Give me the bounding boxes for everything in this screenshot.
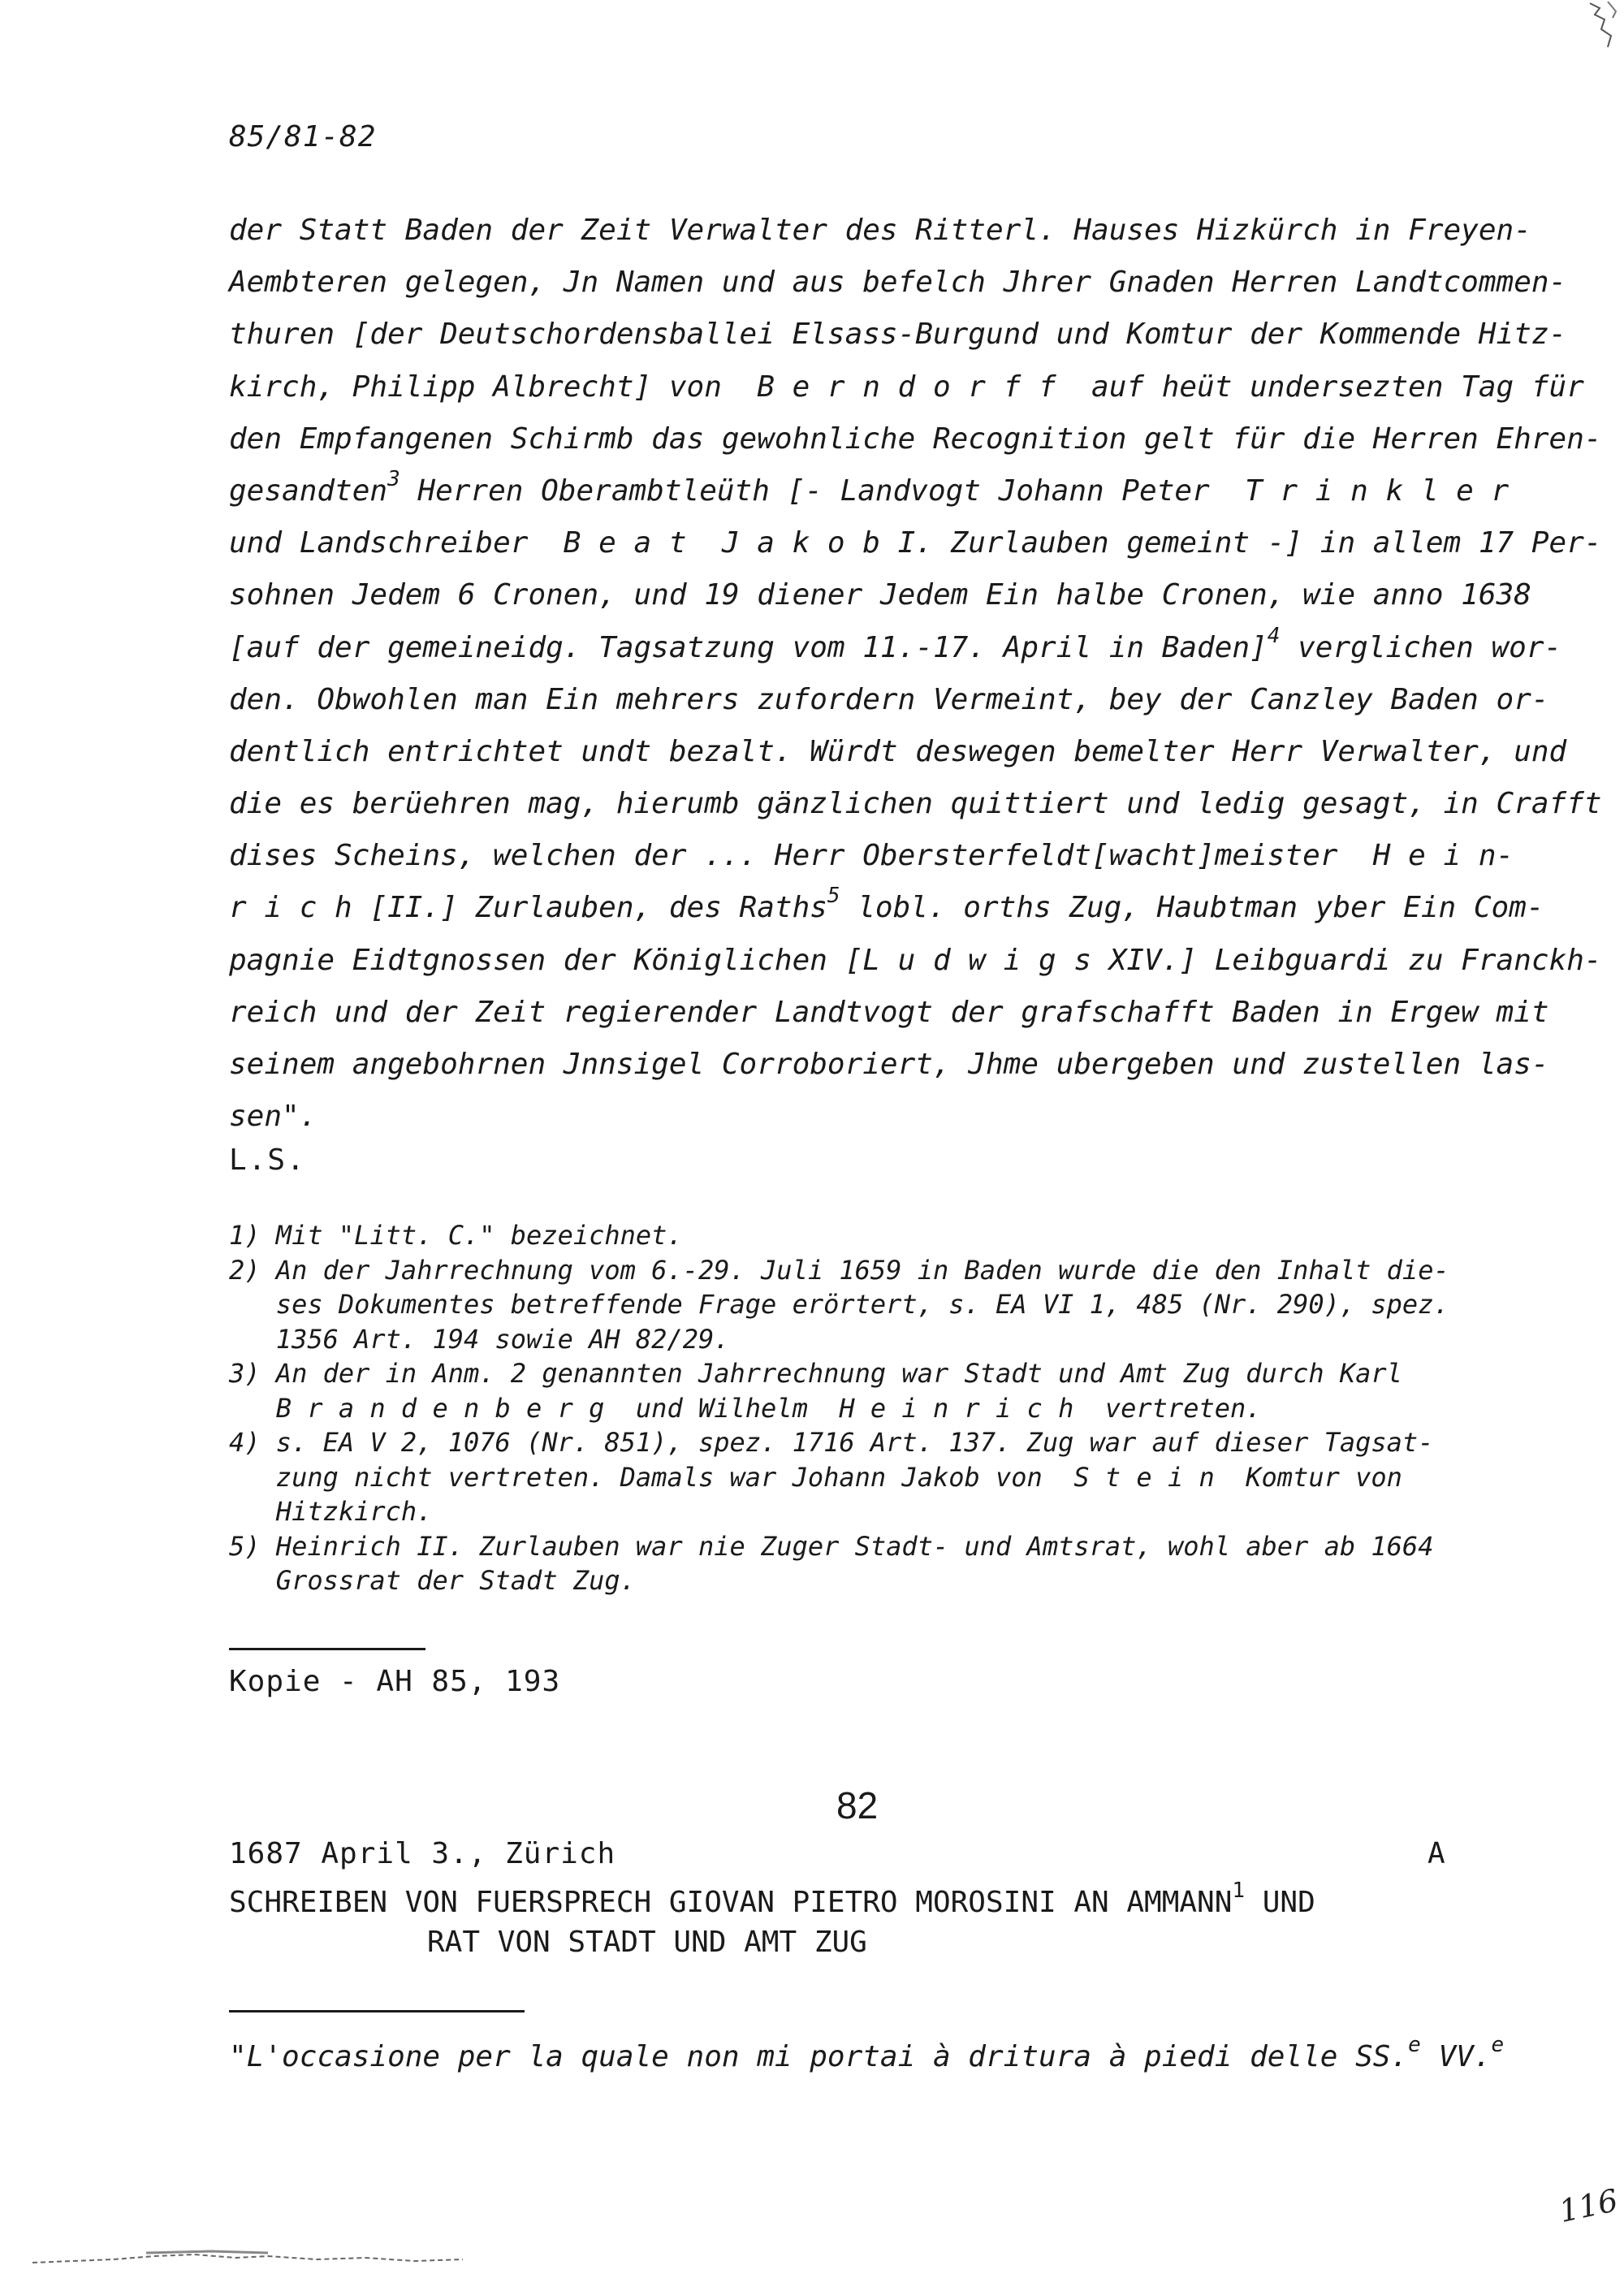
body-line: seinem angebohrnen Jnnsigel Corroboriert, Jhme ubergeben und zustellen las- (229, 1048, 1549, 1081)
superscript: e (1408, 2033, 1421, 2057)
document-type-marker: A (1427, 1837, 1445, 1870)
scan-artifact-top (1583, 0, 1624, 57)
footnote-line: 4) s. EA V 2, 1076 (Nr. 851), spez. 1716 Art. 137. Zug war auf dieser Tagsat- (229, 1427, 1434, 1458)
footnote-line: ses Dokumentes betreffende Frage erörtert, s. EA VI 1, 485 (Nr. 290), spez. (229, 1289, 1449, 1320)
document-number: 82 (836, 1784, 879, 1827)
footnote-line: 3) An der in Anm. 2 genannten Jahrrechnung war Stadt und Amt Zug durch Karl (229, 1358, 1402, 1389)
footnote-line: 1356 Art. 194 sowie AH 82/29. (229, 1323, 730, 1355)
body-line: den. Obwohlen man Ein mehrers zufordern Vermeint, bey der Canzley Baden or- (229, 682, 1549, 716)
footnote-reference: 3 (387, 466, 400, 491)
section-divider (229, 1648, 425, 1650)
footnote-reference: 5 (827, 884, 840, 909)
footnote-line: 2) An der Jahrrechnung vom 6.-29. Juli 1659 in Baden wurde die den Inhalt die- (229, 1254, 1449, 1286)
body-line: r i c h [II.] Zurlauben, des Raths$^5$ lobl. orths Zug, Haubtman yber Ein Com- (229, 884, 1544, 925)
document-date-place: 1687 April 3., Zürich (229, 1837, 616, 1870)
body-line: reich und der Zeit regierender Landtvogt der grafschafft Baden in Ergew mit (229, 995, 1549, 1029)
page-reference: 85/81-82 (229, 120, 377, 153)
footnote-line: zung nicht vertreten. Damals war Johann Jakob von S t e i n Komtur von (229, 1461, 1402, 1493)
body-line: den Empfangenen Schirmb das gewohnliche Recognition gelt für die Herren Ehren- (229, 422, 1602, 456)
body-line: und Landschreiber B e a t J a k o b I. Zurlauben gemeint -] in allem 17 Per- (229, 526, 1602, 560)
document-title-line-2: RAT VON STADT UND AMT ZUG (427, 1926, 867, 1959)
footnote-line: B r a n d e n b e r g und Wilhelm H e i n r i c h vertreten. (229, 1392, 1262, 1424)
seal-note: L.S. (229, 1143, 306, 1177)
body-line: dises Scheins, welchen der ... Herr Obersterfeldt[wacht]meister H e i n- (229, 839, 1514, 873)
body-line: gesandten$^3$ Herren Oberambtleüth [- Landvogt Johann Peter T r i n k l e r (229, 466, 1510, 508)
footnote-line: Grossrat der Stadt Zug. (229, 1565, 636, 1596)
footnote-line: 5) Heinrich II. Zurlauben war nie Zuger Stadt- und Amtsrat, wohl aber ab 1664 (229, 1530, 1434, 1562)
superscript: e (1491, 2033, 1505, 2057)
scan-artifact-bottom (24, 2245, 479, 2269)
body-line: der Statt Baden der Zeit Verwalter des Ritterl. Hauses Hizkürch in Freyen- (229, 214, 1531, 247)
document-body-text (229, 205, 1602, 1143)
body-line: Aembteren gelegen, Jn Namen und aus befelch Jhrer Gnaden Herren Landtcommen- (229, 266, 1567, 300)
footnote-reference: 4 (1267, 623, 1281, 648)
footnote-line: Hitzkirch. (229, 1496, 433, 1527)
body-line: pagnie Eidtgnossen der Königlichen [L u d w i g s XIV.] Leibguardi zu Franckh- (229, 943, 1602, 977)
body-line: [auf der gemeineidg. Tagsatzung vom 11.-17. April in Baden]$^4$ verglichen wor- (229, 623, 1562, 664)
body-line: kirch, Philipp Albrecht] von B e r n d o r f f auf heüt undersezten Tag für (229, 370, 1584, 404)
handwritten-page-number: 116 (1556, 2181, 1622, 2230)
source-citation: Kopie - AH 85, 193 (229, 1665, 561, 1698)
footnote-line: 1) Mit "Litt. C." bezeichnet. (229, 1220, 683, 1251)
body-line: die es berüehren mag, hierumb gänzlichen quittiert und ledig gesagt, in Crafft (229, 787, 1602, 821)
footnote-reference: 1 (1232, 1878, 1246, 1903)
body-line: dentlich entrichtet undt bezalt. Würdt deswegen bemelter Herr Verwalter, und (229, 734, 1567, 768)
quoted-text: "L'occasione per la quale non mi portai à dritura à piedi delle SS.$^e$ VV.$^e$ (229, 2033, 1505, 2073)
body-line: thuren [der Deutschordensballei Elsass-Burgund und Komtur der Kommende Hitz- (229, 318, 1567, 352)
document-title: SCHREIBEN VON FUERSPRECH GIOVAN PIETRO MOROSINI AN AMMANN$^1$ UND RAT VON STADT UND AMT ZUG (229, 1878, 1315, 1959)
body-line: sen". (229, 1100, 317, 1134)
section-divider (229, 2010, 525, 2012)
body-line: sohnen Jedem 6 Cronen, und 19 diener Jedem Ein halbe Cronen, wie anno 1638 (229, 578, 1531, 612)
footnotes-list (229, 1218, 1528, 1598)
